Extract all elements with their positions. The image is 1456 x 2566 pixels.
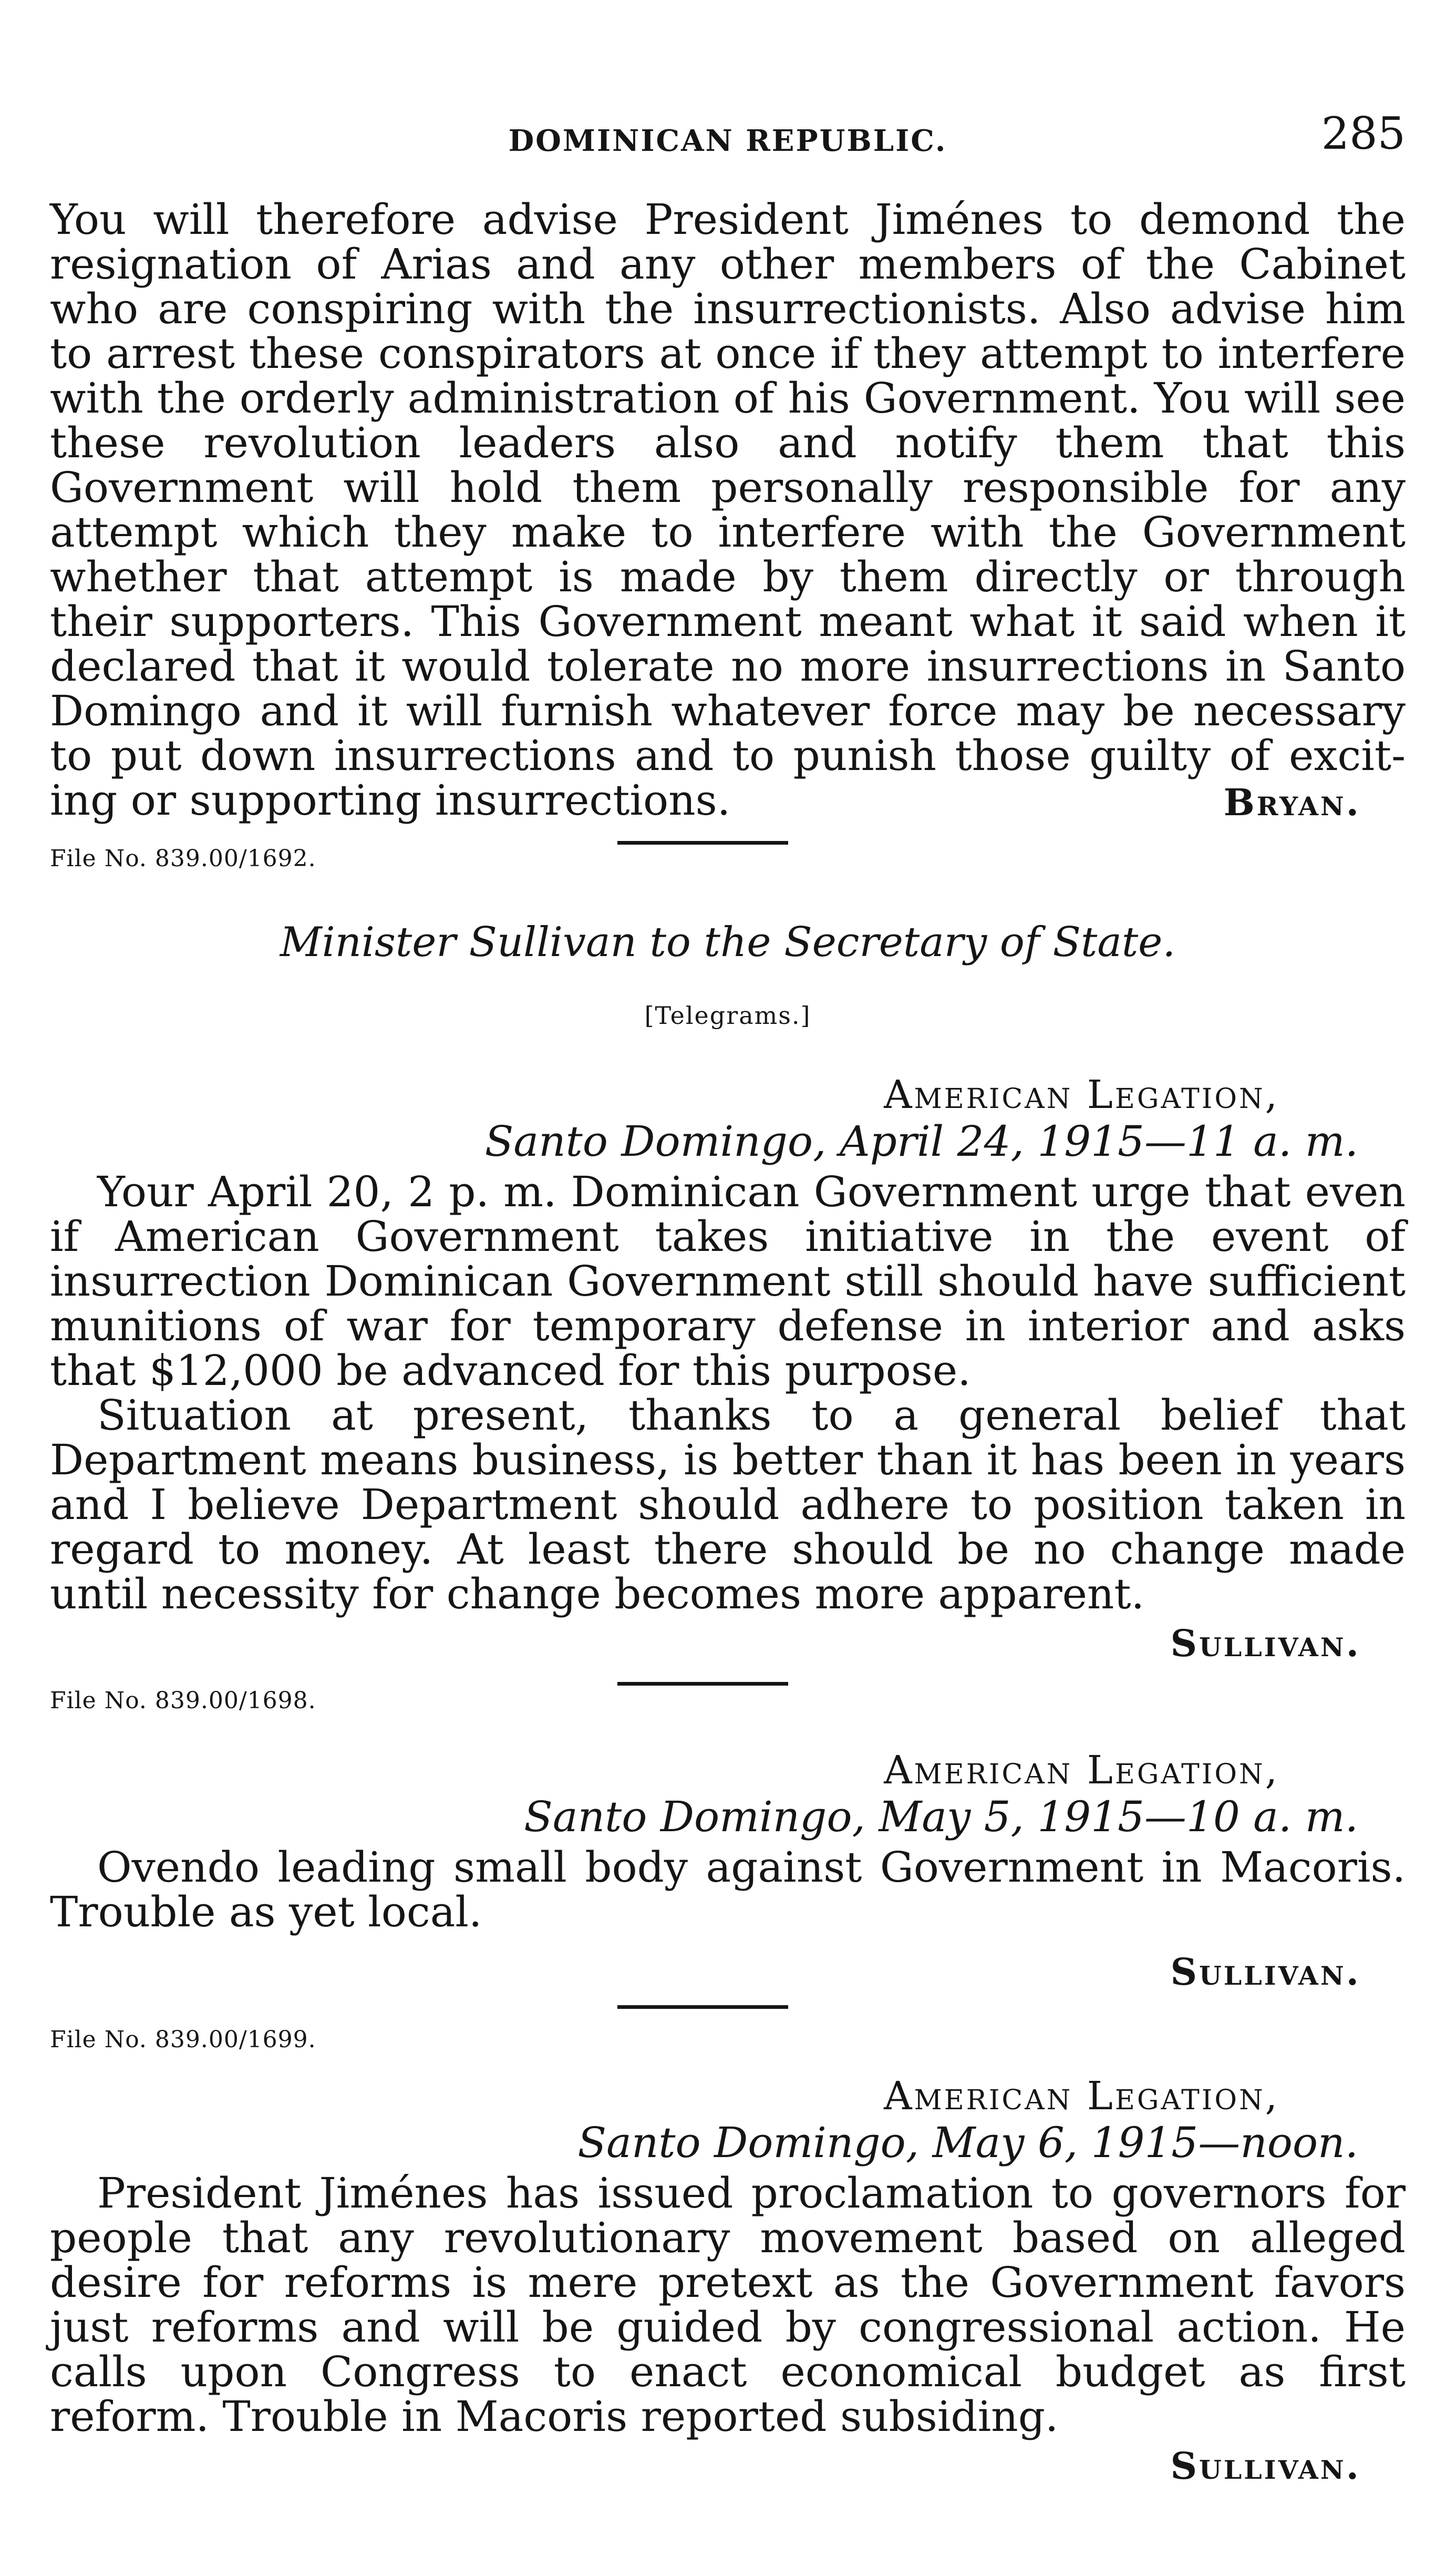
dateline: Santo Domingo, May 6, 1915—noon. — [577, 2118, 1358, 2167]
telegram-body — [50, 1845, 1406, 1934]
telegram-body — [50, 2171, 1406, 2439]
file-number: File No. 839.00/1692. — [50, 845, 316, 872]
page-header — [50, 108, 1406, 160]
signature-sullivan: Sullivan. — [1170, 1621, 1361, 1665]
document-subtitle: [Telegrams.] — [644, 1001, 811, 1030]
telegram-paragraph: Ovendo leading small body against Government in Macoris. Trouble as yet local. — [50, 1843, 1406, 1936]
telegram-paragraph: Your April 20, 2 p. m. Dominican Government urge that even if American Government takes initiative in the event of insurrection Dominican Government still should have sufficient munitions of war for temporary defense in interior and asks that $12,000 be advanced for this purpose. — [50, 1167, 1406, 1395]
telegram-paragraph: President Jiménes has issued proclamation to governors for people that any revolutionary movement based on alleged desire for reforms is mere pretext as the Government favors just reforms and will be guided by congressional action. He calls upon Congress to enact economical budget as first reform. Trouble in Macoris reported subsiding. — [50, 2169, 1406, 2441]
signature-bryan: Bryan. — [1223, 781, 1361, 824]
telegram-body — [50, 1169, 1406, 1616]
running-title: DOMINICAN REPUBLIC. — [508, 124, 947, 158]
dateline: Santo Domingo, April 24, 1915—11 a. m. — [484, 1117, 1358, 1166]
legation-heading: American Legation, — [884, 2074, 1279, 2119]
page-number: 285 — [1321, 108, 1406, 159]
section-divider — [617, 2005, 788, 2009]
dateline: Santo Domingo, May 5, 1915—10 a. m. — [524, 1792, 1358, 1841]
file-number: File No. 839.00/1699. — [50, 2026, 316, 2053]
file-number: File No. 839.00/1698. — [50, 1687, 316, 1714]
legation-heading: American Legation, — [884, 1748, 1279, 1793]
document-title: Minister Sullivan to the Secretary of State. — [280, 919, 1176, 966]
telegram-paragraph: Situation at present, thanks to a general belief that Department means business, is better than it has been in years and I believe Department should adhere to position taken in regard to money. At least there should be no change made until necessity for change becomes more apparent. — [50, 1391, 1406, 1618]
intro-body — [50, 197, 1406, 823]
section-divider — [617, 841, 788, 845]
document-page — [50, 0, 1406, 2566]
intro-paragraph: You will therefore advise President Jiménes to demond the resignation of Arias and any other members of the Cabinet who are conspiring with the insurrectionists. Also advise him to arrest these conspirators at once if they attempt to interfere with the orderly administration of his Government. You will see these revolution leaders also and notify them that this Government will hold them personally responsible for any attempt which they make to interfere with the Government whether that attempt is made by them directly or through their supporters. This Government meant what it said when it declared that it would tolerate no more insurrections in Santo Domingo and it will furnish whatever force may be necessary to put down insurrections and to punish those guilty of exciting or supporting insurrections. — [50, 195, 1406, 825]
section-divider — [617, 1682, 788, 1686]
signature-sullivan: Sullivan. — [1170, 1950, 1361, 1994]
legation-heading: American Legation, — [884, 1072, 1279, 1117]
signature-sullivan: Sullivan. — [1170, 2444, 1361, 2488]
